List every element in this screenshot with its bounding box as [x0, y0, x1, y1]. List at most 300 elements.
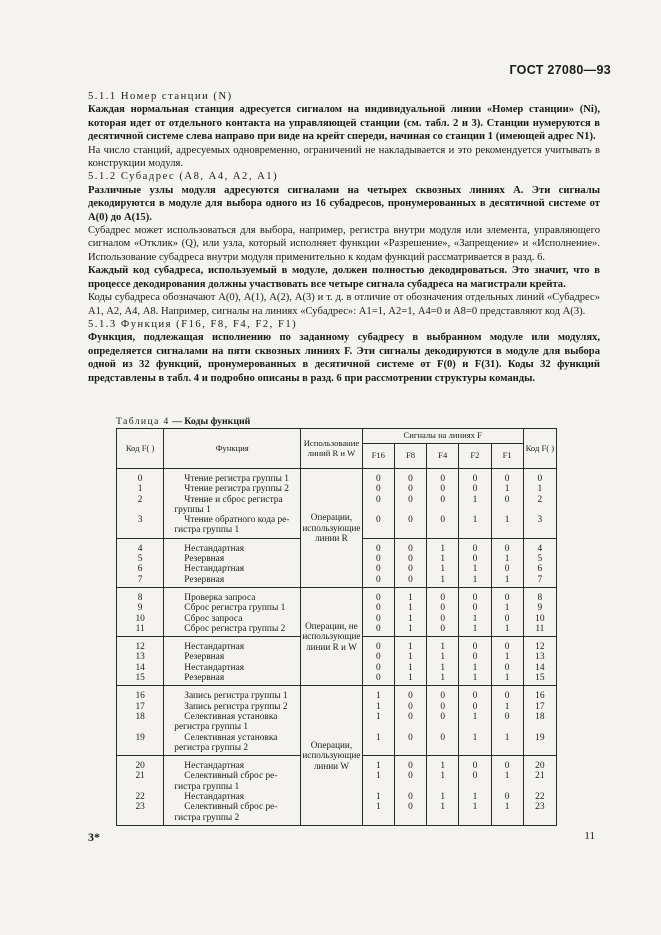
- cell-code-right: [523, 637, 556, 686]
- table-value: 22: [135, 792, 145, 803]
- cell-signal: [491, 587, 523, 636]
- function-line: Резервная: [184, 554, 225, 565]
- page-number: 11: [584, 830, 595, 842]
- table-value: 1: [504, 771, 510, 782]
- table-value: 1: [472, 494, 478, 505]
- table-value: 0: [504, 711, 510, 722]
- table-value: 9: [137, 603, 143, 614]
- cell-signal: [427, 538, 459, 587]
- table-value: 0: [440, 691, 446, 702]
- table-value: 3: [137, 515, 143, 526]
- table-value: 4: [137, 543, 143, 554]
- function-line: Запись регистра группы 1: [184, 691, 288, 702]
- table-value: 0: [375, 484, 381, 495]
- table-value: 1: [375, 761, 381, 772]
- cell-signal: [459, 637, 491, 686]
- table-value: 1: [440, 761, 446, 772]
- table-value: 0: [472, 543, 478, 554]
- table-caption-title: — Коды функций: [172, 416, 251, 427]
- table-row-group: [117, 686, 557, 756]
- table-value: 17: [135, 701, 145, 712]
- function-name: [165, 673, 299, 683]
- paragraph: Субадрес может использоваться для выбора, например, регистра внутри модуля или элемента, управляющего сигналом «Отклик» (Q), или узла, который исполняет функции «Разрешение», «Запрещение» и «Исполнение». Использование субадреса внутри модуля применительно к кодам функций рассматривается в разд. 6.: [88, 225, 600, 263]
- function-name: [165, 761, 299, 771]
- table-value: 1: [472, 662, 478, 673]
- table-value: 0: [472, 484, 478, 495]
- function-name: [165, 564, 299, 574]
- table-value: 0: [408, 515, 413, 526]
- cell-function: [164, 538, 301, 587]
- cell-code-right: [523, 469, 556, 539]
- table-value: 0: [375, 474, 381, 484]
- table-value: 7: [137, 574, 143, 585]
- function-line: Резервная: [184, 673, 225, 684]
- function-name: [165, 792, 299, 802]
- cell-code-right: [523, 538, 556, 587]
- table-value: 1: [472, 623, 478, 634]
- table-value: 0: [504, 494, 510, 505]
- function-line: Селективный сброс ре-: [184, 802, 278, 813]
- function-name: [165, 702, 299, 712]
- table-value: 19: [535, 732, 545, 743]
- table-value: 0: [375, 564, 381, 575]
- cell-code: [117, 686, 164, 756]
- table-value: 1: [375, 691, 381, 702]
- cell-signal: [362, 538, 394, 587]
- section-heading: 5.1.3 Функция (F16, F8, F4, F2, F1): [88, 318, 298, 330]
- table-value: 1: [504, 802, 510, 813]
- table-value: 1: [137, 484, 143, 495]
- table-value: 1: [408, 623, 413, 634]
- table-value: 1: [440, 792, 446, 803]
- table-value: 19: [135, 732, 145, 743]
- function-name: [165, 603, 299, 613]
- table-value: 8: [537, 592, 543, 603]
- function-name: [165, 642, 299, 652]
- cell-code: [117, 756, 164, 826]
- function-name: [165, 554, 299, 564]
- col-function: Функция: [164, 429, 301, 469]
- table-value: 0: [375, 603, 381, 614]
- col-f1: F1: [491, 444, 523, 469]
- table-value: 13: [535, 652, 545, 663]
- cell-signal: [394, 686, 426, 756]
- cell-signal: [459, 538, 491, 587]
- table-value: 0: [375, 574, 381, 585]
- cell-signal: [427, 637, 459, 686]
- table-value: 1: [408, 603, 413, 614]
- table-value: 0: [408, 554, 413, 565]
- cell-code: [117, 469, 164, 539]
- cell-signal: [362, 756, 394, 826]
- cell-signal: [459, 756, 491, 826]
- function-name: [165, 495, 299, 516]
- function-line: Чтение и сброс регистра: [184, 494, 283, 505]
- table-value: 9: [537, 603, 543, 614]
- table-value: 1: [472, 673, 478, 684]
- function-line: Запись регистра группы 2: [184, 701, 288, 712]
- table-value: 10: [535, 613, 545, 624]
- table-value: 1: [537, 484, 543, 495]
- function-name: [165, 652, 299, 662]
- table-value: 0: [375, 652, 381, 663]
- paragraph: Каждый код субадреса, используемый в модуле, должен полностью декодироваться. Это значит, что в процессе декодирования должны участвовать все четыре сигнала субадреса на магистрали крейта.: [88, 265, 600, 290]
- cell-code: [117, 637, 164, 686]
- cell-use: Операции, использующие линии R: [301, 469, 363, 588]
- table-value: 0: [472, 691, 478, 702]
- table-value: 1: [472, 515, 478, 526]
- cell-function: [164, 756, 301, 826]
- col-f16: F16: [362, 444, 394, 469]
- cell-use: Операции, использующие линии W: [301, 686, 363, 826]
- function-name: [165, 614, 299, 624]
- function-line: Нестандартная: [184, 642, 245, 653]
- table-value: 18: [135, 711, 145, 722]
- table-value: 21: [135, 771, 145, 782]
- table-caption: [116, 416, 250, 427]
- col-signals: Сигналы на линиях F: [362, 429, 523, 444]
- function-line: Нестандартная: [184, 543, 245, 554]
- function-name: [165, 663, 299, 673]
- table-value: 0: [504, 613, 510, 624]
- function-line: регистра группы 2: [174, 742, 249, 753]
- table-value: 1: [408, 592, 413, 603]
- paragraph: Различные узлы модуля адресуются сигналами на четырех сквозных линиях А. Эти сигналы декодируются в модуле для выбора одного из 16 субадресов, пронумерованных в десятичной системе от А(0) до А(15).: [88, 184, 600, 223]
- table-value: 0: [408, 691, 413, 702]
- cell-signal: [394, 756, 426, 826]
- cell-function: [164, 587, 301, 636]
- cell-use: Операции, не использующие линии R и W: [301, 587, 363, 685]
- table-value: 1: [440, 652, 446, 663]
- cell-signal: [491, 756, 523, 826]
- cell-signal: [394, 637, 426, 686]
- cell-signal: [394, 469, 426, 539]
- table-value: 1: [440, 574, 446, 585]
- cell-code-right: [523, 756, 556, 826]
- table-caption-prefix: Таблица 4: [116, 416, 170, 427]
- table-value: 1: [375, 701, 381, 712]
- table-value: 1: [504, 652, 510, 663]
- table-value: 3: [537, 515, 543, 526]
- table-value: 14: [135, 662, 145, 673]
- cell-code: [117, 587, 164, 636]
- table-value: 1: [472, 792, 478, 803]
- table-value: 6: [137, 564, 143, 575]
- table-value: 23: [535, 802, 545, 813]
- function-name: [165, 474, 299, 484]
- table-value: 0: [472, 701, 478, 712]
- table-value: 0: [440, 701, 446, 712]
- table-value: 0: [504, 792, 510, 803]
- table-value: 0: [440, 484, 446, 495]
- table-value: 7: [537, 574, 543, 585]
- table-value: 1: [504, 603, 510, 614]
- table-value: 0: [472, 474, 478, 484]
- table-value: 1: [472, 802, 478, 813]
- table-value: 0: [137, 474, 143, 484]
- table-value: 0: [440, 474, 446, 484]
- function-line: Сброс запроса: [184, 613, 243, 624]
- col-f4: F4: [427, 444, 459, 469]
- table-value: 1: [440, 673, 446, 684]
- table-value: 1: [472, 564, 478, 575]
- function-line: Нестандартная: [184, 564, 245, 575]
- table-value: 0: [408, 484, 413, 495]
- function-line: Чтение регистра группы 2: [184, 484, 289, 495]
- cell-signal: [427, 686, 459, 756]
- table-value: 0: [408, 474, 413, 484]
- function-name: [165, 712, 299, 733]
- col-code: Код F( ): [117, 429, 164, 469]
- function-codes-table: [116, 428, 557, 826]
- table-value: 0: [440, 515, 446, 526]
- table-value: 1: [504, 701, 510, 712]
- function-line: Резервная: [184, 574, 225, 585]
- table-value: 1: [472, 711, 478, 722]
- table-value: 1: [472, 574, 478, 585]
- function-line: группы 1: [174, 504, 211, 515]
- table-value: 1: [375, 792, 381, 803]
- col-f8: F8: [394, 444, 426, 469]
- table-value: 20: [135, 761, 145, 772]
- table-value: 1: [440, 554, 446, 565]
- function-name: [165, 544, 299, 554]
- table-value: 0: [408, 771, 413, 782]
- table-value: 0: [375, 623, 381, 634]
- table-value: 1: [408, 652, 413, 663]
- function-name: [165, 802, 299, 823]
- function-line: гистра группы 1: [174, 781, 240, 792]
- function-line: гистра группы 2: [174, 812, 240, 823]
- table-value: 0: [375, 494, 381, 505]
- table-value: 17: [535, 701, 545, 712]
- cell-signal: [491, 538, 523, 587]
- table-value: 1: [375, 771, 381, 782]
- table-value: 0: [440, 623, 446, 634]
- table-value: 0: [408, 732, 413, 743]
- table-value: 0: [375, 642, 381, 653]
- function-name: [165, 624, 299, 634]
- paragraph: На число станций, адресуемых одновременно, ограничений не накладывается и это рекомендуется учитывать в конструкции модуля.: [88, 144, 600, 170]
- table-value: 0: [375, 515, 381, 526]
- function-name: [165, 771, 299, 792]
- table-value: 13: [135, 652, 145, 663]
- table-value: 1: [408, 642, 413, 653]
- table-value: 16: [135, 691, 145, 702]
- cell-signal: [427, 469, 459, 539]
- cell-function: [164, 469, 301, 539]
- table-value: 5: [137, 554, 143, 565]
- function-line: Нестандартная: [184, 662, 245, 673]
- table-value: 0: [504, 592, 510, 603]
- table-row-group: [117, 469, 557, 539]
- table-value: 1: [375, 711, 381, 722]
- cell-code-right: [523, 686, 556, 756]
- table-value: 0: [537, 474, 543, 484]
- table-value: 0: [375, 673, 381, 684]
- table-value: 0: [375, 592, 381, 603]
- table-value: 1: [408, 673, 413, 684]
- function-line: Сброс регистра группы 1: [184, 603, 286, 614]
- table-value: 0: [408, 543, 413, 554]
- table-value: 0: [472, 652, 478, 663]
- table-value: 11: [135, 623, 145, 634]
- table-value: 1: [504, 673, 510, 684]
- table-value: 15: [535, 673, 545, 684]
- table-value: 1: [440, 564, 446, 575]
- function-line: Селективная установка: [184, 732, 278, 743]
- table-value: 0: [408, 711, 413, 722]
- table-value: 0: [504, 642, 510, 653]
- table-value: 0: [504, 662, 510, 673]
- table-value: 1: [440, 642, 446, 653]
- table-value: 1: [504, 574, 510, 585]
- function-line: Проверка запроса: [184, 592, 256, 603]
- table-value: 0: [504, 474, 510, 484]
- cell-function: [164, 686, 301, 756]
- table-value: 0: [408, 802, 413, 813]
- page-mark: 3*: [88, 830, 100, 844]
- table-value: 16: [535, 691, 545, 702]
- table-value: 0: [504, 761, 510, 772]
- function-line: Нестандартная: [184, 761, 245, 772]
- table-value: 0: [472, 603, 478, 614]
- table-value: 0: [408, 494, 413, 505]
- table-value: 0: [472, 554, 478, 565]
- table-value: 0: [472, 592, 478, 603]
- section-heading: 5.1.2 Субадрес (А8, А4, А2, А1): [88, 171, 279, 183]
- table-value: 15: [135, 673, 145, 684]
- paragraph: Каждая нормальная станция адресуется сигналом на индивидуальной линии «Номер станции» (Ni), которая идет от отдельного контакта на управляющей станции (см. табл. 2 и 3). Станции нумеруются в десятичной системе слева направо при виде на крейт спереди, начиная со станции 1 (имеющей адрес N1).: [88, 104, 600, 143]
- table-value: 5: [537, 554, 543, 565]
- col-code-right: Код F( ): [523, 429, 556, 469]
- function-line: Чтение обратного кода ре-: [184, 515, 290, 526]
- cell-signal: [362, 587, 394, 636]
- table-value: 0: [408, 761, 413, 772]
- function-name: [165, 484, 299, 494]
- function-name: [165, 733, 299, 754]
- table-value: 1: [504, 515, 510, 526]
- cell-signal: [362, 637, 394, 686]
- table-value: 10: [135, 613, 145, 624]
- table-value: 8: [137, 592, 143, 603]
- cell-signal: [491, 686, 523, 756]
- function-line: Селективный сброс ре-: [184, 771, 278, 782]
- table-value: 0: [375, 554, 381, 565]
- table-value: 1: [504, 484, 510, 495]
- table-value: 0: [440, 732, 446, 743]
- table-value: 0: [440, 592, 446, 603]
- function-line: Нестандартная: [184, 792, 245, 803]
- function-line: Резервная: [184, 652, 225, 663]
- table-value: 1: [408, 613, 413, 624]
- table-value: 1: [440, 771, 446, 782]
- table-value: 0: [408, 574, 413, 585]
- function-name: [165, 593, 299, 603]
- cell-signal: [459, 587, 491, 636]
- table-value: 2: [137, 494, 143, 505]
- table-value: 1: [504, 554, 510, 565]
- table-value: 0: [472, 761, 478, 772]
- function-name: [165, 691, 299, 701]
- table-value: 1: [375, 732, 381, 743]
- table-value: 1: [440, 802, 446, 813]
- function-line: гистра группы 1: [174, 525, 240, 536]
- table-value: 22: [535, 792, 545, 803]
- function-name: [165, 515, 299, 536]
- table-value: 0: [408, 701, 413, 712]
- table-value: 0: [472, 642, 478, 653]
- standard-number: ГОСТ 27080—93: [509, 63, 611, 77]
- table-value: 1: [472, 732, 478, 743]
- table-value: 2: [537, 494, 543, 505]
- table-value: 0: [440, 711, 446, 722]
- table-value: 0: [440, 613, 446, 624]
- table-value: 6: [537, 564, 543, 575]
- cell-signal: [491, 469, 523, 539]
- col-f2: F2: [459, 444, 491, 469]
- cell-code: [117, 538, 164, 587]
- cell-signal: [459, 469, 491, 539]
- cell-signal: [362, 469, 394, 539]
- table-value: 1: [472, 613, 478, 624]
- table-value: 23: [135, 802, 145, 813]
- cell-signal: [394, 538, 426, 587]
- table-value: 18: [535, 711, 545, 722]
- function-line: Чтение регистра группы 1: [184, 474, 289, 484]
- table-value: 4: [537, 543, 543, 554]
- table-value: 0: [440, 603, 446, 614]
- table-value: 0: [504, 691, 510, 702]
- cell-signal: [427, 756, 459, 826]
- table-value: 12: [135, 642, 145, 653]
- col-use: Использование линий R и W: [301, 429, 363, 469]
- table-value: 0: [375, 662, 381, 673]
- cell-signal: [362, 686, 394, 756]
- cell-function: [164, 637, 301, 686]
- table-value: 12: [535, 642, 545, 653]
- table-value: 20: [535, 761, 545, 772]
- table-value: 14: [535, 662, 545, 673]
- table-value: 1: [440, 543, 446, 554]
- cell-signal: [427, 587, 459, 636]
- function-line: Селективная установка: [184, 711, 278, 722]
- cell-signal: [459, 686, 491, 756]
- table-value: 1: [504, 623, 510, 634]
- table-value: 0: [408, 792, 413, 803]
- table-value: 0: [375, 613, 381, 624]
- table-value: 0: [375, 543, 381, 554]
- table-value: 1: [504, 732, 510, 743]
- table-value: 11: [535, 623, 545, 634]
- cell-signal: [491, 637, 523, 686]
- cell-code-right: [523, 587, 556, 636]
- table-value: 1: [408, 662, 413, 673]
- table-value: 0: [504, 543, 510, 554]
- table-value: 0: [408, 564, 413, 575]
- table-value: 1: [440, 662, 446, 673]
- table-value: 21: [535, 771, 545, 782]
- function-line: регистра группы 1: [174, 722, 249, 733]
- paragraph: Коды субадреса обозначают А(0), А(1), А(2), А(3) и т. д. в отличие от обозначения отдельных линий «Субадрес» А1, А2, А4, А8. Например, сигналы на линиях «Субадрес»: А1=1, А2=1, А4=0 и А8=0 представляют код А(3).: [88, 292, 600, 317]
- section-heading: 5.1.1 Номер станции (N): [88, 91, 233, 102]
- table-value: 0: [440, 494, 446, 505]
- function-line: Сброс регистра группы 2: [184, 623, 286, 634]
- paragraph: Функция, подлежащая исполнению по заданному субадресу в выбранном модуле или модулях, определяется сигналами на пяти сквозных линиях F. Эти сигналы декодируются в модуле для выбора одной из 32 функций, пронумерованных в десятичной системе от F(0) и F(31). Коды 32 функций представлены в табл. 4 и подробно описаны в разд. 6 при рассмотрении структуры команды.: [88, 332, 600, 384]
- table-value: 0: [504, 564, 510, 575]
- function-name: [165, 575, 299, 585]
- cell-signal: [394, 587, 426, 636]
